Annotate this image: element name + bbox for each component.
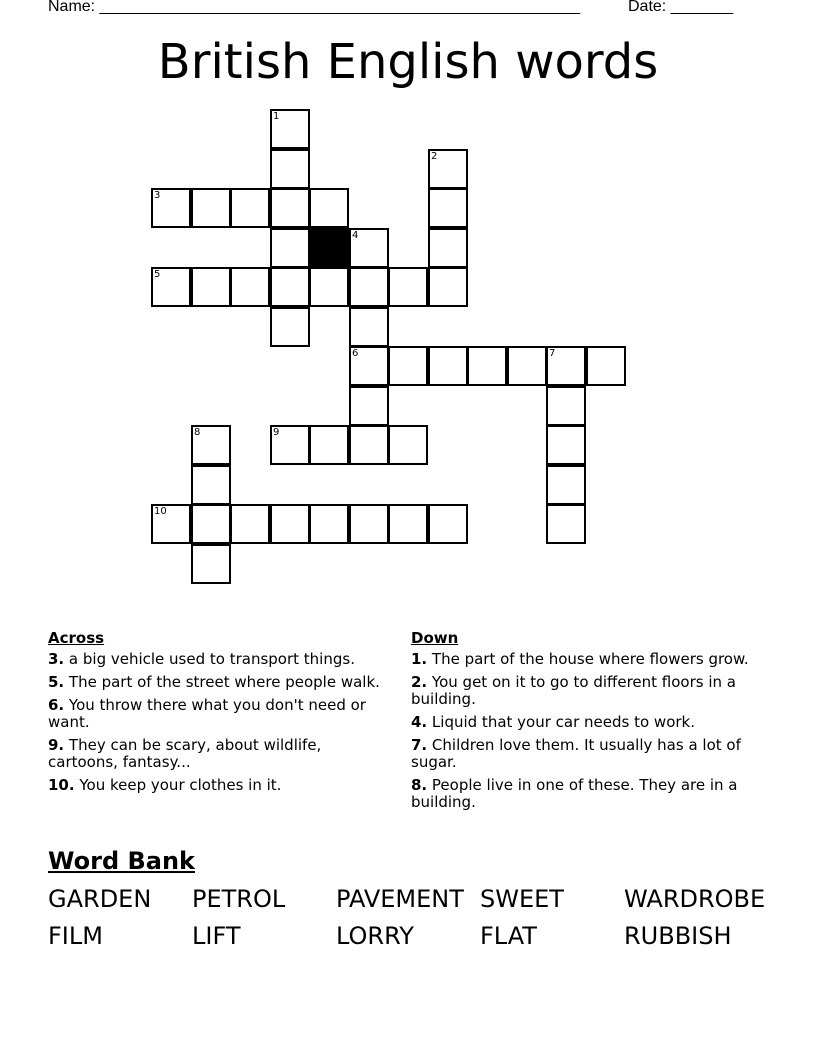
word-bank-word: LIFT [192,922,241,950]
black-cell [309,228,349,268]
grid-cell[interactable] [349,307,389,347]
grid-cell[interactable] [151,267,191,307]
word-bank-title: Word Bank [48,847,196,875]
word-bank-word: LORRY [336,922,414,950]
cell-number: 5 [154,269,161,280]
clue-number: 1. [411,650,428,668]
grid-cell[interactable] [428,228,468,268]
clue-number: 9. [48,736,65,754]
across-clues [48,630,388,800]
clue-number: 3. [48,650,65,668]
clue-text: You get on it to go to different floors in a building. [411,673,736,708]
clue-across-10 [48,777,388,794]
grid-cell[interactable] [349,228,389,268]
grid-cell[interactable] [428,346,468,386]
cell-number: 7 [549,348,556,359]
down-clues [411,630,751,817]
grid-cell[interactable] [349,346,389,386]
grid-cell[interactable] [230,504,270,544]
clue-down-4 [411,714,751,731]
clue-text: Children love them. It usually has a lot of sugar. [411,736,741,771]
cell-number: 1 [273,111,280,122]
clue-text: a big vehicle used to transport things. [68,650,355,668]
clue-across-5 [48,674,388,691]
cell-number: 3 [154,190,161,201]
word-bank-word: RUBBISH [624,922,732,950]
cell-number: 2 [431,151,438,162]
clue-number: 2. [411,673,428,691]
grid-cell[interactable] [428,149,468,189]
grid-cell[interactable] [270,188,310,228]
grid-cell[interactable] [349,504,389,544]
clue-text: Liquid that your car needs to work. [431,713,695,731]
clue-down-8 [411,777,751,811]
grid-cell[interactable] [191,425,231,465]
date-field-label: Date: _______ [628,0,733,15]
grid-cell[interactable] [151,188,191,228]
clue-number: 4. [411,713,428,731]
grid-cell[interactable] [191,544,231,584]
grid-cell[interactable] [270,109,310,149]
word-bank-word: SWEET [480,885,564,913]
clue-down-2 [411,674,751,708]
grid-cell[interactable] [546,425,586,465]
grid-cell[interactable] [230,188,270,228]
grid-cell[interactable] [191,465,231,505]
clue-across-9 [48,737,388,771]
grid-cell[interactable] [467,346,507,386]
clue-down-1 [411,651,751,668]
clue-number: 7. [411,736,428,754]
grid-cell[interactable] [270,149,310,189]
clue-across-6 [48,697,388,731]
grid-cell[interactable] [270,228,310,268]
grid-cell[interactable] [191,267,231,307]
grid-cell[interactable] [349,386,389,426]
clue-text: The part of the house where flowers grow. [431,650,749,668]
cell-number: 4 [352,230,359,241]
grid-cell[interactable] [270,425,310,465]
grid-cell[interactable] [270,307,310,347]
clue-text: They can be scary, about wildlife, cartoons, fantasy... [48,736,322,771]
clue-text: People live in one of these. They are in a building. [411,776,738,811]
clue-text: You keep your clothes in it. [79,776,282,794]
grid-cell[interactable] [546,346,586,386]
across-heading: Across [48,629,105,647]
grid-cell[interactable] [586,346,626,386]
grid-cell[interactable] [507,346,547,386]
grid-cell[interactable] [309,504,349,544]
cell-number: 6 [352,348,359,359]
grid-cell[interactable] [270,267,310,307]
grid-cell[interactable] [388,504,428,544]
grid-cell[interactable] [388,425,428,465]
grid-cell[interactable] [191,188,231,228]
word-bank-word: WARDROBE [624,885,766,913]
grid-cell[interactable] [270,504,310,544]
grid-cell[interactable] [428,267,468,307]
grid-cell[interactable] [546,386,586,426]
grid-cell[interactable] [309,425,349,465]
grid-cell[interactable] [349,267,389,307]
grid-cell[interactable] [428,504,468,544]
clue-number: 5. [48,673,65,691]
word-bank-word: PAVEMENT [336,885,464,913]
page-title: British English words [157,34,659,90]
word-bank-word: PETROL [192,885,286,913]
grid-cell[interactable] [309,188,349,228]
grid-cell[interactable] [546,465,586,505]
grid-cell[interactable] [151,504,191,544]
cell-number: 10 [154,506,167,517]
word-bank-word: FLAT [480,922,537,950]
grid-cell[interactable] [546,504,586,544]
grid-cell[interactable] [349,425,389,465]
clue-down-7 [411,737,751,771]
clue-number: 8. [411,776,428,794]
word-bank-word: GARDEN [48,885,152,913]
down-heading: Down [411,629,459,647]
grid-cell[interactable] [388,346,428,386]
word-bank-word: FILM [48,922,103,950]
clue-across-3 [48,651,388,668]
cell-number: 9 [273,427,280,438]
grid-cell[interactable] [388,267,428,307]
grid-cell[interactable] [309,267,349,307]
cell-number: 8 [194,427,201,438]
clue-text: The part of the street where people walk. [68,673,380,691]
clue-number: 10. [48,776,75,794]
name-field-label: Name: ______________________________________________________ [48,0,581,15]
grid-cell[interactable] [191,504,231,544]
clue-number: 6. [48,696,65,714]
grid-cell[interactable] [428,188,468,228]
clue-text: You throw there what you don't need or want. [48,696,366,731]
grid-cell[interactable] [230,267,270,307]
